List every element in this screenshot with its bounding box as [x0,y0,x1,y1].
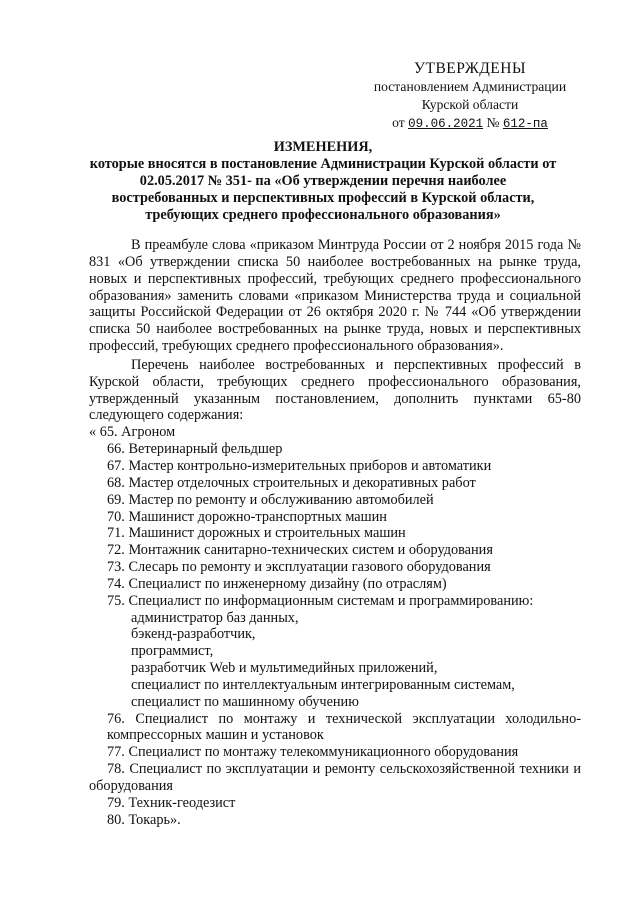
list-item: « 65. Агроном [89,424,176,441]
approval-number: 612-па [502,117,548,131]
profession-list [89,424,581,828]
list-item: 77. Специалист по монтажу телекоммуникационного оборудования [107,744,519,761]
sub-item: администратор баз данных, [131,609,299,626]
list-item [89,761,581,795]
list-item: 68. Мастер отделочных строительных и декоративных работ [107,474,476,491]
date-prefix: от [392,115,405,130]
sub-item: разработчик Web и мультимедийных приложений, [131,660,438,677]
list-item: 66. Ветеринарный фельдшер [107,441,283,458]
approval-date-line [392,114,548,133]
heading-subtitle: которые вносятся в постановление Администрации Курской области от 02.05.2017 № 351- па «Об утверждении перечня наиболее востребованных и перспективных профессий в Курской области, требующих среднего профессионального образования» [89,156,557,223]
sub-item: специалист по машинному обучению [131,693,359,710]
list-item-text: 78. Специалист по эксплуатации и ремонту сельскохозяйственной техники и оборудования [89,761,581,794]
sub-item: бэкенд-разработчик, [131,626,256,643]
document-heading [88,139,558,224]
sub-item: программист, [131,643,214,660]
list-item: 76. Специалист по монтажу и технической эксплуатации холодильно-компрессорных машин и установок [107,710,581,744]
list-item: 72. Монтажник санитарно-технических систем и оборудования [107,542,493,559]
list-item: 73. Слесарь по ремонту и эксплуатации газового оборудования [107,559,491,576]
approval-line-1: постановлением Администрации [373,79,567,94]
paragraph-list-intro: Перечень наиболее востребованных и перспективных профессий в Курской области, требующих среднего профессионального образования, утвержденный указанным постановлением, дополнить пунктами 65-80 следующего содержания: [89,356,581,424]
list-item: 67. Мастер контрольно-измерительных приборов и автоматики [107,457,492,474]
list-item: 70. Машинист дорожно-транспортных машин [107,508,387,525]
paragraph-preamble: В преамбуле слова «приказом Минтруда России от 2 ноября 2015 года № 831 «Об утверждении списка 50 наиболее востребованных на рынке труда, новых и перспективных профессий, требующих среднего профессионального образования» заменить словами «приказом Министерства труда и социальной защиты Российской Федерации от 26 октября 2020 г. № 744 «Об утверждении списка 50 наиболее востребованных на рынке труда, новых и перспективных профессий, требующих среднего профессионального образования». [89,237,581,355]
heading-title: ИЗМЕНЕНИЯ, [273,139,373,155]
approval-date: 09.06.2021 [408,117,484,131]
list-item: 75. Специалист по информационным системам и программированию: [107,592,534,609]
approval-title: УТВЕРЖДЕНЫ [414,60,526,77]
list-item: 80. Токарь». [107,811,181,828]
list-item: 79. Техник-геодезист [107,794,236,811]
number-prefix: № [486,115,500,130]
list-item: 69. Мастер по ремонту и обслуживанию автомобилей [107,491,434,508]
approval-line-2: Курской области [421,97,519,112]
approval-stamp [340,60,600,133]
document-body [89,237,581,829]
list-item: 74. Специалист по инженерному дизайну (по отраслям) [107,575,447,592]
list-item: 71. Машинист дорожных и строительных машин [107,525,406,542]
sub-item: специалист по интеллектуальным интегрированным системам, [131,676,515,693]
